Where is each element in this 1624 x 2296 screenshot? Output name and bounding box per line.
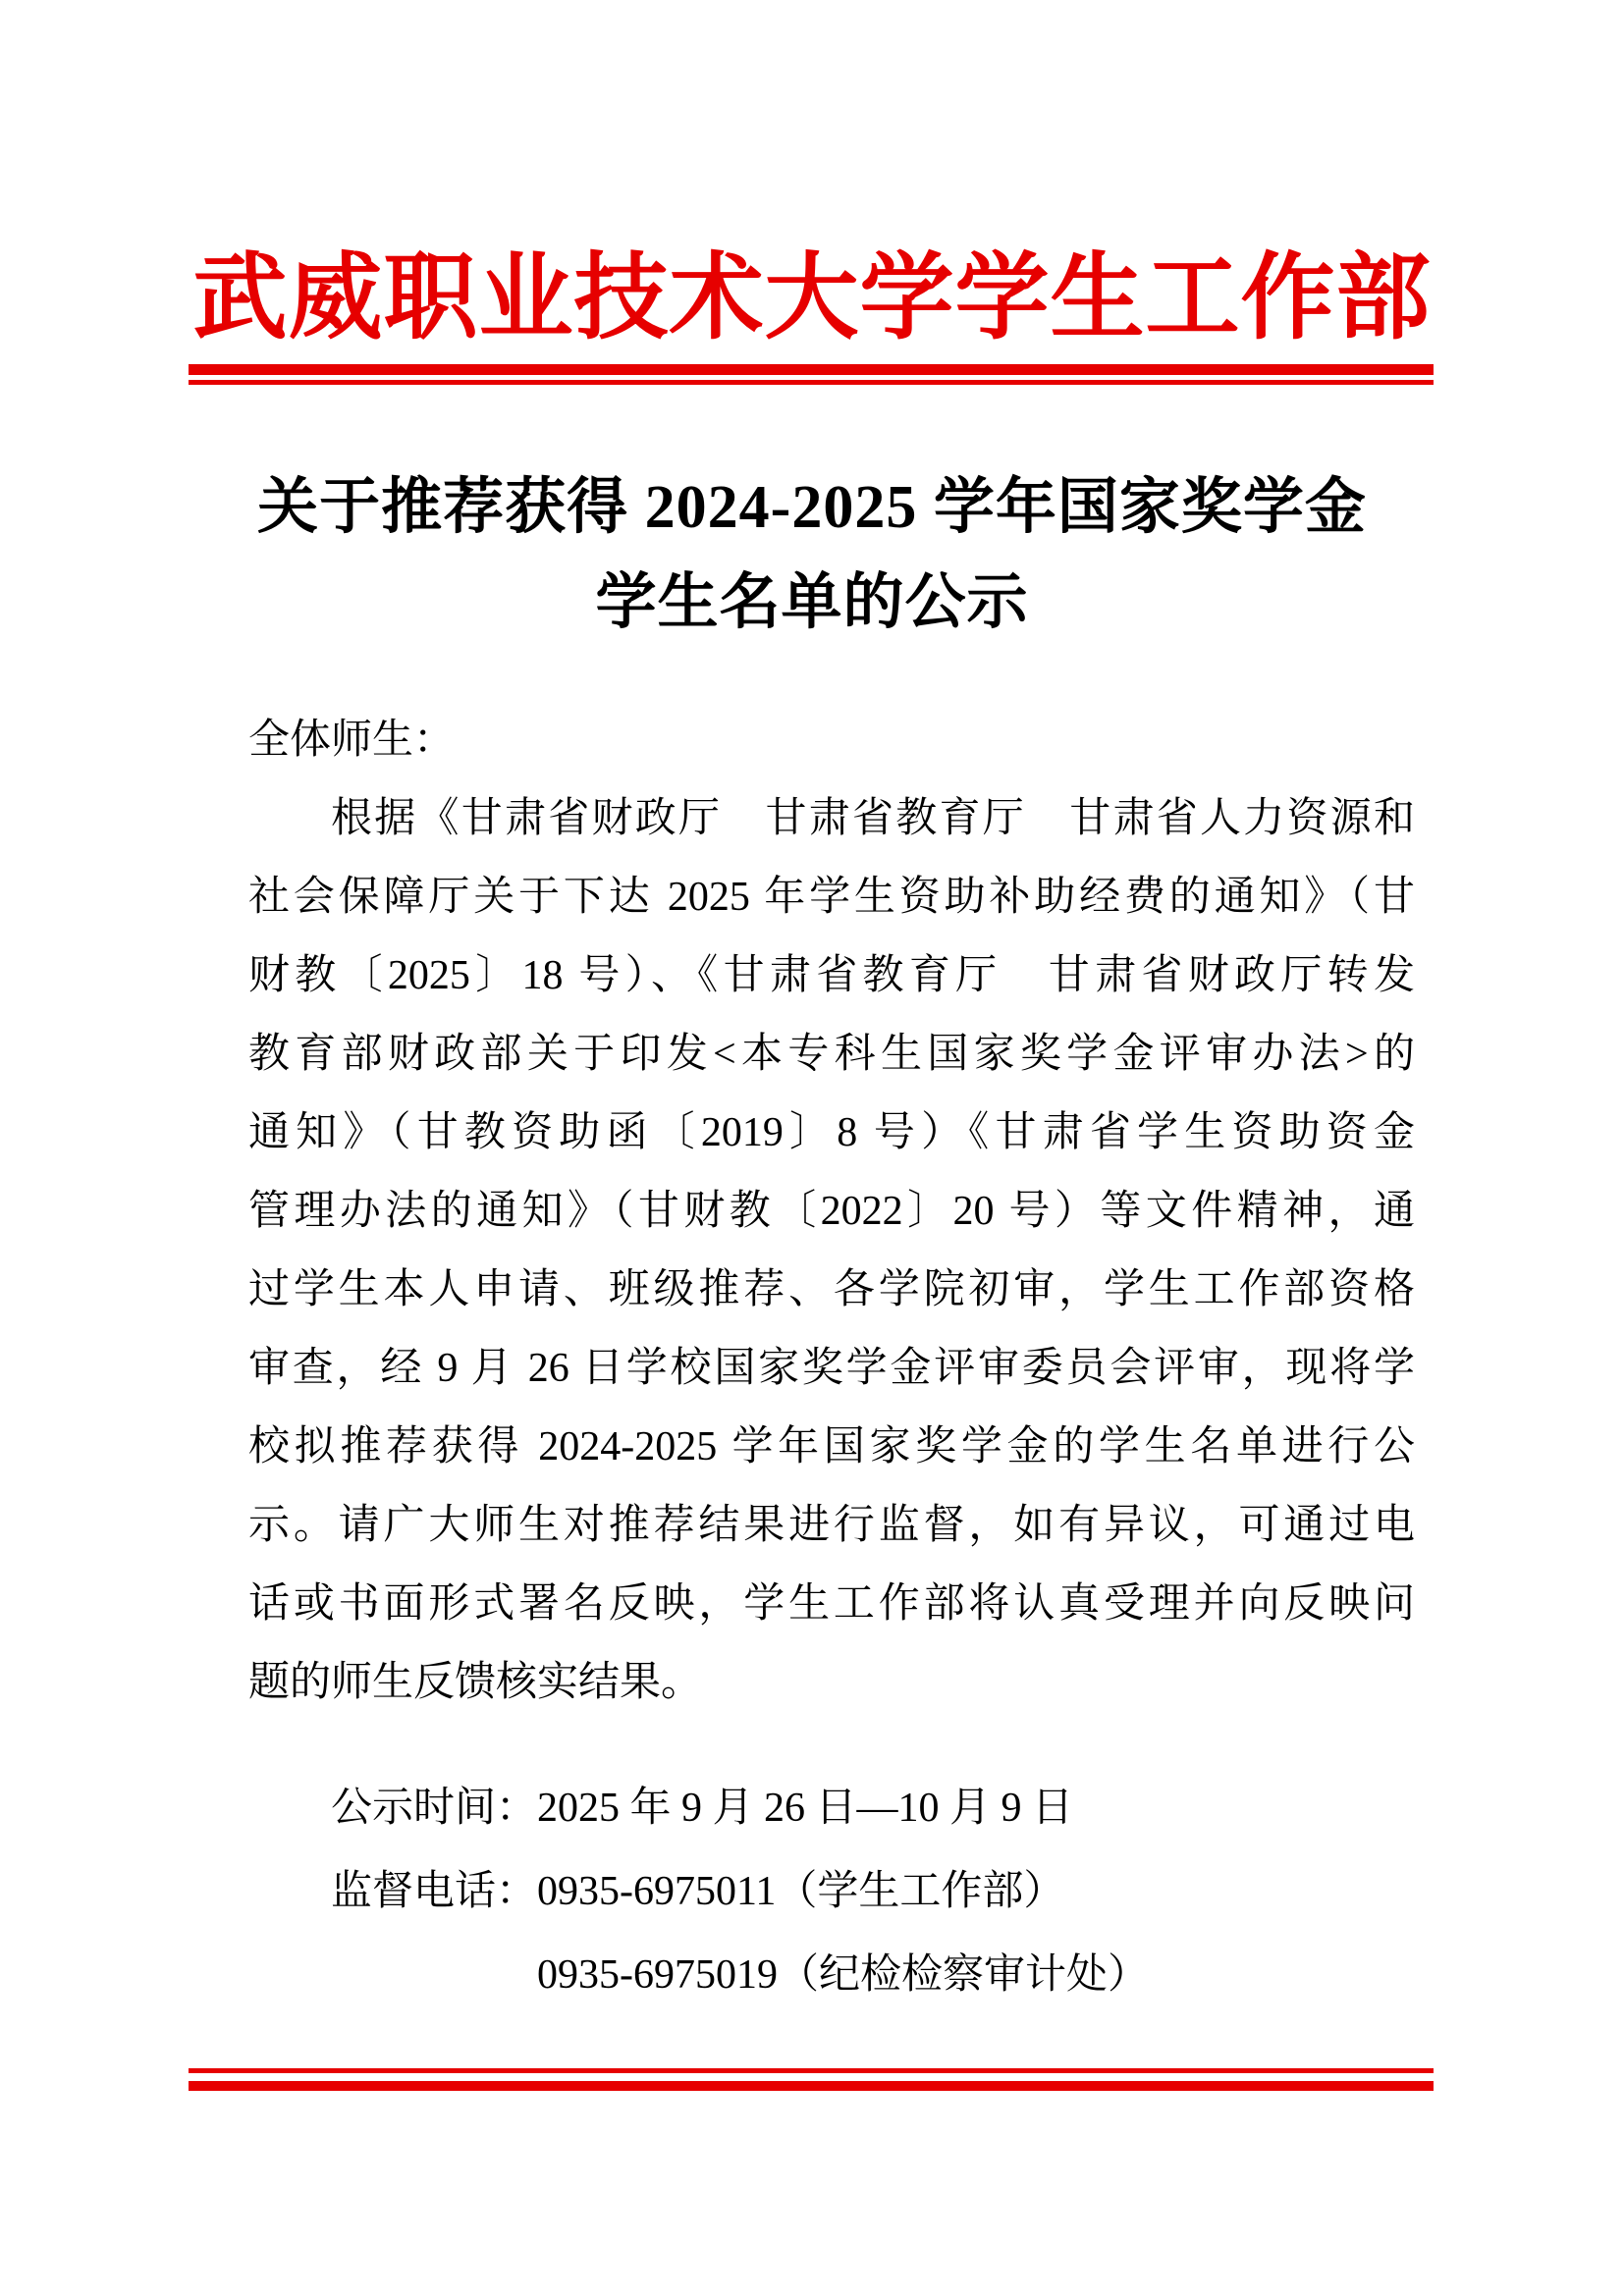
letterhead-org-title: 武威职业技术大学学生工作部 — [192, 245, 1432, 350]
salutation: 全体师生： — [248, 718, 456, 763]
paragraph-line: 社会保障厅关于下达 2025 年学生资助补助经费的通知》（甘 — [248, 875, 1415, 920]
paragraph-line: 话或书面形式署名反映，学生工作部将认真受理并向反映问 — [248, 1581, 1415, 1627]
footer-rule-thin — [189, 2068, 1434, 2073]
paragraph-line: 示。请广大师生对推荐结果进行监督，如有异议，可通过电 — [248, 1503, 1415, 1548]
supervision-phone-line-1: 监督电话：0935-6975011（学生工作部） — [331, 1869, 1065, 1914]
supervision-phone-line-2: 0935-6975019（纪检检察审计处） — [537, 1952, 1149, 1998]
footer-double-rule — [189, 2068, 1434, 2091]
body-text — [248, 701, 1415, 1722]
paragraph-line: 根据《甘肃省财政厅 甘肃省教育厅 甘肃省人力资源和 — [331, 796, 1415, 841]
paragraph-line: 财教〔2025〕18 号）、《甘肃省教育厅 甘肃省财政厅转发 — [248, 953, 1415, 998]
notice-info — [248, 1767, 1415, 2017]
header-double-rule — [189, 364, 1434, 385]
paragraph-line: 过学生本人申请、班级推荐、各学院初审，学生工作部资格 — [248, 1267, 1415, 1312]
paragraph-line: 教育部财政部关于印发<本专科生国家奖学金评审办法>的 — [248, 1032, 1415, 1077]
paragraph-line: 管理办法的通知》（甘财教〔2022〕20 号）等文件精神，通 — [248, 1189, 1415, 1234]
announcement-title-line1: 关于推荐获得 2024-2025 学年国家奖学金 — [257, 474, 1367, 541]
announcement-title-line2: 学生名单的公示 — [595, 569, 1029, 636]
footer-rule-thick — [189, 2081, 1434, 2091]
publicity-period-line: 公示时间：2025 年 9 月 26 日—10 月 9 日 — [331, 1786, 1074, 1831]
paragraph-line: 题的师生反馈核实结果。 — [248, 1660, 703, 1705]
paragraph-line: 通知》（甘教资助函〔2019〕8 号）《甘肃省学生资助资金 — [248, 1110, 1415, 1155]
paragraph-line: 审查，经 9 月 26 日学校国家奖学金评审委员会评审，现将学 — [248, 1346, 1415, 1391]
paragraph-line: 校拟推荐获得 2024-2025 学年国家奖学金的学生名单进行公 — [248, 1424, 1415, 1469]
header-rule-thick — [189, 364, 1434, 375]
announcement-title — [0, 460, 1624, 651]
header-rule-thin — [189, 380, 1434, 385]
